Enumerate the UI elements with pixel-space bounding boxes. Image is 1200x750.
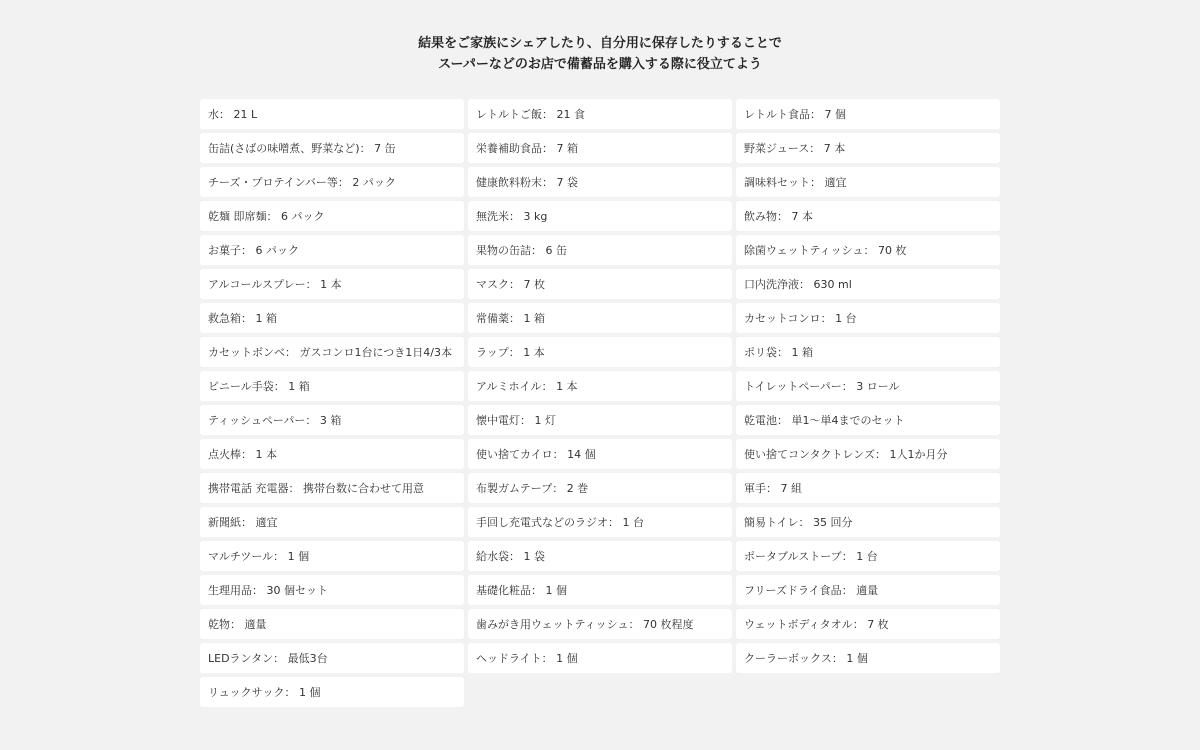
item-separator: ： bbox=[337, 176, 353, 189]
item-separator: ： bbox=[273, 652, 288, 665]
item-name: レトルト食品 bbox=[744, 108, 810, 121]
item-name: 新聞紙 bbox=[208, 516, 241, 529]
item-name: 点火棒 bbox=[208, 448, 241, 461]
item-separator: ： bbox=[852, 618, 868, 631]
item-separator: ： bbox=[273, 380, 289, 393]
item-quantity: 6 缶 bbox=[545, 244, 567, 257]
stockpile-item-card bbox=[468, 575, 732, 605]
item-quantity: 3 kg bbox=[523, 209, 548, 223]
item-separator: ： bbox=[241, 312, 256, 325]
item-quantity: 21 L bbox=[233, 107, 258, 121]
stockpile-item-card bbox=[200, 99, 464, 129]
stockpile-item-card bbox=[468, 507, 732, 537]
stockpile-item-card bbox=[200, 405, 464, 435]
stockpile-item-card bbox=[200, 133, 464, 163]
item-separator: ： bbox=[219, 108, 234, 121]
item-separator: ： bbox=[799, 278, 814, 291]
item-separator: ： bbox=[252, 584, 267, 597]
item-name: 果物の缶詰 bbox=[476, 244, 531, 257]
item-name: 飲み物 bbox=[744, 210, 777, 223]
item-separator: ： bbox=[531, 584, 546, 597]
stockpile-item-card bbox=[468, 439, 732, 469]
header-line-1: 結果をご家族にシェアしたり、自分用に保存したりすることで bbox=[418, 36, 782, 51]
item-name: 軍手 bbox=[744, 482, 766, 495]
item-name: リュックサック bbox=[208, 686, 285, 699]
item-quantity: 7 箱 bbox=[556, 142, 578, 155]
stockpile-item-card bbox=[736, 235, 1000, 265]
item-separator: ： bbox=[241, 516, 256, 529]
stockpile-item-card bbox=[200, 371, 464, 401]
item-quantity: 1 箱 bbox=[523, 312, 545, 325]
item-name: 救急箱 bbox=[208, 312, 241, 325]
item-quantity: 1 袋 bbox=[523, 550, 545, 563]
item-separator: ： bbox=[608, 516, 623, 529]
item-separator: ： bbox=[541, 380, 557, 393]
item-name: ウェットボディタオル bbox=[744, 618, 853, 631]
item-name: 缶詰(さばの味噌煮、野菜など) bbox=[208, 142, 360, 155]
item-name: ヘッドライト bbox=[476, 652, 542, 665]
item-separator: ： bbox=[542, 176, 557, 189]
stockpile-item-card bbox=[736, 609, 1000, 639]
item-quantity: 1 箱 bbox=[288, 380, 310, 393]
item-separator: ： bbox=[766, 482, 781, 495]
stockpile-item-card bbox=[736, 541, 1000, 571]
item-separator: ： bbox=[863, 244, 878, 257]
stockpile-item-card bbox=[736, 201, 1000, 231]
item-quantity: 1 本 bbox=[320, 278, 342, 291]
stockpile-item-card bbox=[468, 201, 732, 231]
item-separator: ： bbox=[305, 414, 320, 427]
item-quantity: 1 本 bbox=[523, 346, 545, 359]
item-name: 給水袋 bbox=[476, 550, 509, 563]
item-separator: ： bbox=[359, 142, 375, 155]
item-name: 歯みがき用ウェットティッシュ bbox=[476, 618, 629, 631]
stockpile-item-card bbox=[736, 405, 1000, 435]
item-name: 生理用品 bbox=[208, 584, 252, 597]
item-quantity: 適宜 bbox=[824, 176, 847, 189]
item-quantity: 携帯台数に合わせて用意 bbox=[303, 482, 424, 495]
stockpile-item-card bbox=[200, 201, 464, 231]
item-separator: ： bbox=[841, 550, 857, 563]
item-quantity: 630 ml bbox=[813, 277, 852, 291]
stockpile-item-card bbox=[468, 643, 732, 673]
item-separator: ： bbox=[284, 686, 299, 699]
item-separator: ： bbox=[305, 278, 321, 291]
item-separator: ： bbox=[820, 312, 836, 325]
item-quantity: 7 本 bbox=[791, 210, 813, 223]
item-quantity: 7 枚 bbox=[867, 618, 889, 631]
stockpile-item-card bbox=[736, 133, 1000, 163]
stockpile-item-card bbox=[468, 371, 732, 401]
stockpile-item-card bbox=[200, 167, 464, 197]
item-name: 無洗米 bbox=[476, 210, 509, 223]
item-separator: ： bbox=[552, 448, 568, 461]
item-quantity: 7 枚 bbox=[523, 278, 545, 291]
item-name: マスク bbox=[476, 278, 509, 291]
stockpile-item-card bbox=[468, 609, 732, 639]
stockpile-item-card bbox=[200, 677, 464, 707]
item-separator: ： bbox=[288, 482, 303, 495]
item-quantity: 1 個 bbox=[556, 652, 578, 665]
stockpile-item-card bbox=[736, 439, 1000, 469]
item-separator: ： bbox=[831, 652, 847, 665]
item-name: 除菌ウェットティッシュ bbox=[744, 244, 864, 257]
item-quantity: 6 パック bbox=[255, 244, 299, 257]
stockpile-item-grid bbox=[200, 99, 1000, 707]
item-name: チーズ・プロテインバー等 bbox=[208, 176, 338, 189]
item-quantity: 1 台 bbox=[856, 550, 878, 563]
item-quantity: 単1〜単4までのセット bbox=[791, 414, 905, 427]
item-separator: ： bbox=[531, 244, 546, 257]
item-separator: ： bbox=[809, 142, 824, 155]
item-separator: ： bbox=[509, 550, 524, 563]
item-separator: ： bbox=[508, 346, 524, 359]
header-message bbox=[0, 33, 1200, 75]
stockpile-item-card bbox=[200, 643, 464, 673]
stockpile-item-card bbox=[200, 303, 464, 333]
stockpile-item-card bbox=[200, 439, 464, 469]
item-name: ラップ bbox=[476, 346, 509, 359]
item-name: 調味料セット bbox=[744, 176, 810, 189]
item-name: 健康飲料粉末 bbox=[476, 176, 542, 189]
item-quantity: 2 巻 bbox=[566, 482, 589, 495]
stockpile-item-card bbox=[200, 609, 464, 639]
stockpile-item-card bbox=[736, 99, 1000, 129]
item-name: フリーズドライ食品 bbox=[744, 584, 842, 597]
item-separator: ： bbox=[230, 618, 245, 631]
item-separator: ： bbox=[841, 380, 857, 393]
item-separator: ： bbox=[777, 346, 792, 359]
item-quantity: 1 箱 bbox=[791, 346, 813, 359]
item-name: お菓子 bbox=[208, 244, 241, 257]
stockpile-item-card bbox=[200, 575, 464, 605]
item-name: 使い捨てカイロ bbox=[476, 448, 553, 461]
item-separator: ： bbox=[810, 108, 825, 121]
stockpile-item-card bbox=[468, 269, 732, 299]
stockpile-item-card bbox=[736, 575, 1000, 605]
item-separator: ： bbox=[285, 346, 300, 359]
item-separator: ： bbox=[266, 210, 281, 223]
item-separator: ： bbox=[509, 210, 524, 223]
item-quantity: 21 食 bbox=[556, 108, 585, 121]
item-name: 簡易トイレ bbox=[744, 516, 799, 529]
stockpile-item-card bbox=[468, 473, 732, 503]
item-name: ティッシュペーパー bbox=[208, 414, 306, 427]
item-quantity: 1 個 bbox=[298, 686, 321, 699]
stockpile-item-card bbox=[736, 371, 1000, 401]
stockpile-item-card bbox=[468, 235, 732, 265]
item-separator: ： bbox=[841, 584, 857, 597]
item-separator: ： bbox=[520, 414, 535, 427]
item-name: 水 bbox=[208, 108, 219, 121]
item-separator: ： bbox=[777, 414, 792, 427]
item-name: 懐中電灯 bbox=[476, 414, 520, 427]
stockpile-item-card bbox=[468, 541, 732, 571]
item-quantity: 30 個セット bbox=[266, 584, 328, 597]
item-quantity: 1 台 bbox=[835, 312, 857, 325]
item-quantity: 適量 bbox=[244, 618, 267, 631]
item-separator: ： bbox=[509, 278, 524, 291]
item-separator: ： bbox=[509, 312, 524, 325]
item-quantity: 1 本 bbox=[255, 448, 277, 461]
item-quantity: 7 組 bbox=[780, 482, 802, 495]
item-name: マルチツール bbox=[208, 550, 274, 563]
item-name: 栄養補助食品 bbox=[476, 142, 542, 155]
item-quantity: 6 パック bbox=[281, 210, 325, 223]
item-quantity: 7 個 bbox=[824, 108, 846, 121]
item-quantity: 1人1か月分 bbox=[889, 448, 948, 461]
stockpile-item-card bbox=[736, 167, 1000, 197]
stockpile-item-card bbox=[736, 269, 1000, 299]
item-name: 野菜ジュース bbox=[744, 142, 810, 155]
stockpile-item-card bbox=[736, 473, 1000, 503]
item-separator: ： bbox=[798, 516, 813, 529]
item-name: ビニール手袋 bbox=[208, 380, 274, 393]
item-separator: ： bbox=[542, 142, 557, 155]
item-name: 口内洗浄液 bbox=[744, 278, 799, 291]
stockpile-item-card bbox=[468, 303, 732, 333]
item-name: クーラーボックス bbox=[744, 652, 832, 665]
stockpile-item-card bbox=[468, 133, 732, 163]
item-name: 布製ガムテープ bbox=[476, 482, 553, 495]
item-name: 手回し充電式などのラジオ bbox=[476, 516, 608, 529]
item-quantity: 1 個 bbox=[545, 584, 567, 597]
item-name: トイレットペーパー bbox=[744, 380, 842, 393]
item-quantity: 7 袋 bbox=[556, 176, 578, 189]
item-name: 常備薬 bbox=[476, 312, 509, 325]
item-name: 乾麺 即席麺 bbox=[208, 210, 267, 223]
item-separator: ： bbox=[810, 176, 825, 189]
item-quantity: 7 本 bbox=[823, 142, 846, 155]
item-quantity: 適宜 bbox=[255, 516, 278, 529]
item-quantity: 適量 bbox=[856, 584, 879, 597]
stockpile-item-card bbox=[200, 337, 464, 367]
item-quantity: 3 箱 bbox=[319, 414, 342, 427]
stockpile-item-card bbox=[736, 507, 1000, 537]
item-name: アルコールスプレー bbox=[208, 278, 306, 291]
header-line-2: スーパーなどのお店で備蓄品を購入する際に役立てよう bbox=[438, 57, 762, 72]
item-quantity: 1 箱 bbox=[255, 312, 277, 325]
stockpile-item-card bbox=[736, 337, 1000, 367]
item-separator: ： bbox=[241, 244, 256, 257]
item-separator: ： bbox=[541, 652, 557, 665]
item-separator: ： bbox=[628, 618, 643, 631]
item-separator: ： bbox=[273, 550, 288, 563]
item-quantity: 最低3台 bbox=[287, 652, 328, 665]
item-name: レトルトご飯 bbox=[476, 108, 542, 121]
item-quantity: 1 個 bbox=[846, 652, 868, 665]
item-name: カセットコンロ bbox=[744, 312, 821, 325]
item-separator: ： bbox=[777, 210, 792, 223]
item-separator: ： bbox=[874, 448, 890, 461]
stockpile-item-card bbox=[468, 337, 732, 367]
item-separator: ： bbox=[552, 482, 567, 495]
item-separator: ： bbox=[241, 448, 256, 461]
item-quantity: 3 ロール bbox=[856, 380, 900, 393]
stockpile-item-card bbox=[736, 303, 1000, 333]
item-quantity: 1 本 bbox=[556, 380, 578, 393]
item-name: カセットボンベ bbox=[208, 346, 285, 359]
stockpile-item-card bbox=[468, 405, 732, 435]
stockpile-item-card bbox=[468, 167, 732, 197]
stockpile-item-card bbox=[200, 269, 464, 299]
item-name: 乾物 bbox=[208, 618, 230, 631]
item-quantity: 1 台 bbox=[622, 516, 644, 529]
stockpile-item-card bbox=[200, 507, 464, 537]
item-quantity: 2 パック bbox=[352, 176, 396, 189]
item-name: 携帯電話 充電器 bbox=[208, 482, 289, 495]
item-quantity: ガスコンロ1台につき1日4/3本 bbox=[299, 346, 452, 359]
item-name: 使い捨てコンタクトレンズ bbox=[744, 448, 875, 461]
item-quantity: 1 灯 bbox=[534, 414, 556, 427]
item-quantity: 35 回分 bbox=[812, 516, 853, 529]
item-separator: ： bbox=[542, 108, 557, 121]
item-name: 乾電池 bbox=[744, 414, 777, 427]
item-quantity: 7 缶 bbox=[374, 142, 396, 155]
item-quantity: 70 枚 bbox=[877, 244, 907, 257]
stockpile-item-card bbox=[468, 99, 732, 129]
item-name: 基礎化粧品 bbox=[476, 584, 531, 597]
item-quantity: 1 個 bbox=[287, 550, 310, 563]
item-name: ポータブルストーブ bbox=[744, 550, 842, 563]
item-name: ポリ袋 bbox=[744, 346, 777, 359]
stockpile-item-card bbox=[736, 643, 1000, 673]
item-quantity: 14 個 bbox=[567, 448, 596, 461]
item-quantity: 70 枚程度 bbox=[642, 618, 694, 631]
item-name: アルミホイル bbox=[476, 380, 542, 393]
stockpile-item-card bbox=[200, 473, 464, 503]
stockpile-item-card bbox=[200, 235, 464, 265]
item-name: LEDランタン bbox=[208, 652, 274, 665]
stockpile-item-card bbox=[200, 541, 464, 571]
